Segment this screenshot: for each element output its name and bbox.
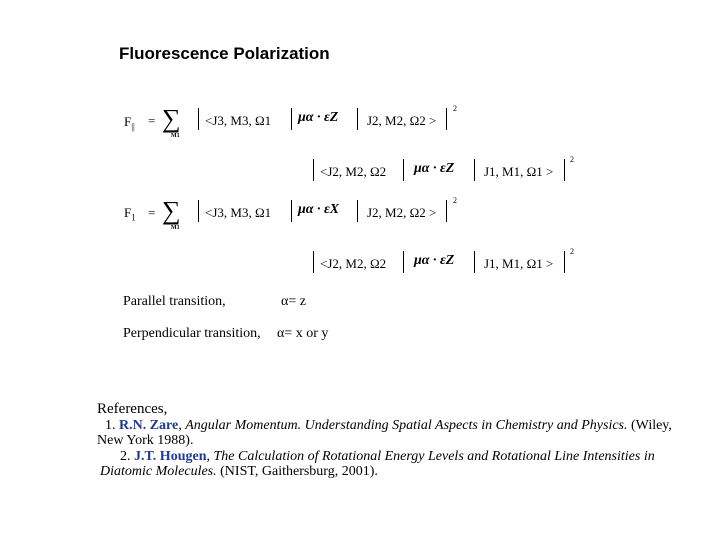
eq2-bra2: <J2, M2, Ω2 bbox=[320, 256, 387, 271]
eq2-equals: = bbox=[148, 205, 156, 220]
abs-bar bbox=[403, 251, 404, 273]
reference-number: 2. bbox=[120, 449, 131, 464]
eq1-power: 2 bbox=[453, 104, 457, 113]
eq1-lhs: $F_{||}$ bbox=[124, 114, 135, 132]
reference-2: 2. J.T. Hougen, The Calculation of Rotational Energy Levels and Rotational Line Intensities in Diatomic Molecules. (NIST, Gaithersburg, 2001). bbox=[100, 449, 655, 479]
eq2-sum-index: M1 bbox=[171, 225, 180, 231]
perpendicular-value: α= x or y bbox=[277, 326, 329, 341]
eq2-power2: 2 bbox=[570, 247, 574, 256]
eq1-ket: J2, M2, Ω2 > bbox=[367, 113, 437, 128]
reference-number: 1. bbox=[105, 418, 116, 433]
eq1-operator2: μα · εZ bbox=[414, 161, 455, 176]
abs-bar bbox=[564, 159, 565, 181]
eq2-lhs: $F_1$ bbox=[124, 205, 136, 223]
references-heading: References, bbox=[97, 401, 168, 417]
eq2-sum-symbol: ∑ bbox=[162, 196, 181, 225]
reference-title: Angular Momentum. Understanding Spatial Aspects in Chemistry and Physics. bbox=[185, 418, 628, 433]
abs-bar bbox=[198, 108, 199, 130]
eq2-ket: J2, M2, Ω2 > bbox=[367, 205, 437, 220]
eq1-bra: <J3, M3, Ω1 bbox=[205, 113, 272, 128]
abs-bar bbox=[357, 200, 358, 222]
reference-author: R.N. Zare bbox=[119, 418, 179, 433]
eq2-operator: μα · εX bbox=[298, 202, 340, 217]
eq2-power: 2 bbox=[453, 196, 457, 205]
eq2-operator2: μα · εZ bbox=[414, 253, 455, 268]
parallel-value: α= z bbox=[281, 294, 306, 309]
abs-bar bbox=[474, 251, 475, 273]
parallel-label: Parallel transition, bbox=[123, 294, 226, 309]
abs-bar bbox=[446, 200, 447, 222]
reference-author: J.T. Hougen bbox=[134, 449, 207, 464]
reference-1: 1. R.N. Zare, Angular Momentum. Understanding Spatial Aspects in Chemistry and Physics. (Wiley, New York 1988). bbox=[97, 418, 672, 448]
eq1-sum-index: M1 bbox=[171, 133, 180, 139]
abs-bar bbox=[357, 108, 358, 130]
eq1-ket2: J1, M1, Ω1 > bbox=[484, 164, 554, 179]
abs-bar bbox=[564, 251, 565, 273]
abs-bar bbox=[291, 200, 292, 222]
eq1-operator: μα · εZ bbox=[298, 110, 339, 125]
abs-bar bbox=[474, 159, 475, 181]
eq2-bra: <J3, M3, Ω1 bbox=[205, 205, 272, 220]
reference-title: The Calculation of Rotational Energy Levels and Rotational Line Intensities in Diatomic Molecules. bbox=[100, 449, 655, 479]
reference-publisher: (NIST, Gaithersburg, 2001). bbox=[220, 464, 378, 479]
eq1-power2: 2 bbox=[570, 155, 574, 164]
abs-bar bbox=[313, 251, 314, 273]
abs-bar bbox=[446, 108, 447, 130]
eq1-equals: = bbox=[148, 113, 156, 128]
abs-bar bbox=[313, 159, 314, 181]
eq1-sum-symbol: ∑ bbox=[162, 104, 181, 133]
abs-bar bbox=[291, 108, 292, 130]
slide-title: Fluorescence Polarization bbox=[119, 44, 330, 63]
eq1-bra2: <J2, M2, Ω2 bbox=[320, 164, 387, 179]
abs-bar bbox=[403, 159, 404, 181]
reference-publisher: (Wiley, New York 1988). bbox=[97, 418, 672, 448]
abs-bar bbox=[198, 200, 199, 222]
eq2-ket2: J1, M1, Ω1 > bbox=[484, 256, 554, 271]
perpendicular-label: Perpendicular transition, bbox=[123, 326, 261, 341]
